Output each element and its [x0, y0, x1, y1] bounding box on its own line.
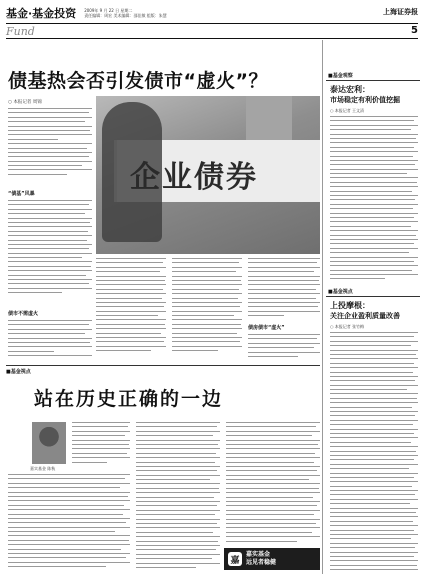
right-headline-prefix: 上投摩根：: [330, 301, 370, 310]
right-section-divider: [326, 80, 420, 81]
right-article2-body: [330, 332, 418, 572]
photo-building: [246, 96, 292, 140]
section-divider: [6, 365, 320, 366]
ad-brand-name: 嘉实基金: [246, 551, 271, 558]
right-headline-prefix: 泰达宏利：: [330, 85, 370, 94]
article-body-column-3: [172, 258, 242, 362]
editor-credits: 责任编辑：周宏 美术编辑：邵佳敏 组版：朱慧: [84, 13, 167, 18]
section-english-label: Fund: [6, 25, 35, 38]
right-section-tag: ■基金观察: [328, 73, 353, 79]
article-byline: ○ 本报记者 周锦: [8, 100, 42, 105]
article-headline: 债基热会否引发债市“虚火”？: [8, 70, 268, 92]
article2-body-column-1: [72, 422, 130, 466]
right-section-divider: [326, 296, 420, 297]
page-number: 5: [411, 25, 418, 36]
right-article1-body: [330, 116, 418, 282]
subheading: 债市不需虚火: [8, 311, 39, 317]
article-body-column-2: [96, 258, 166, 362]
right-byline: ○ 本报记者 张竹梅: [330, 324, 365, 329]
article-body-column-4b: [248, 334, 320, 362]
newspaper-brand: 上海证券报: [383, 7, 418, 16]
section-tag: ■基金视点: [6, 369, 31, 375]
column-divider: [322, 40, 323, 574]
right-headline: 市场稳定有利价值挖掘: [330, 96, 400, 104]
article-body-column-1b: [8, 200, 92, 304]
subheading: 债房债市“虚火”: [248, 325, 285, 331]
right-headline: 关注企业盈利质量改善: [330, 312, 400, 320]
issue-date: 2009年 9 月 22 日 星期二: [84, 8, 133, 13]
article2-body-column-1b: [8, 474, 130, 572]
article-photo: [96, 96, 320, 254]
fund-logo-icon: 嘉: [228, 552, 242, 566]
author-portrait: [32, 422, 66, 464]
article-body-column-1: [8, 108, 92, 184]
advertisement-banner[interactable]: [224, 548, 320, 570]
header-divider: [6, 23, 418, 24]
ad-slogan: 远见者稳健: [246, 559, 277, 566]
photo-sign-text: 企业债券: [130, 160, 258, 195]
right-section-tag: ■基金视点: [328, 289, 353, 295]
portrait-caption: 嘉实基金 陈秋: [30, 466, 56, 471]
article-body-column-4a: [248, 258, 320, 320]
article-body-column-1c: [8, 320, 92, 360]
section-title: 基金·基金投资: [6, 7, 77, 20]
header-divider-bottom: [6, 38, 418, 39]
page-header: [6, 4, 418, 40]
subheading: “债基”风暴: [8, 191, 35, 197]
right-byline: ○ 本报记者 王文清: [330, 108, 365, 113]
header-meta: [84, 8, 167, 18]
article-headline: 站在历史正确的一边: [34, 388, 224, 410]
article2-body-column-3: [226, 422, 320, 544]
article2-body-column-2: [136, 422, 220, 572]
